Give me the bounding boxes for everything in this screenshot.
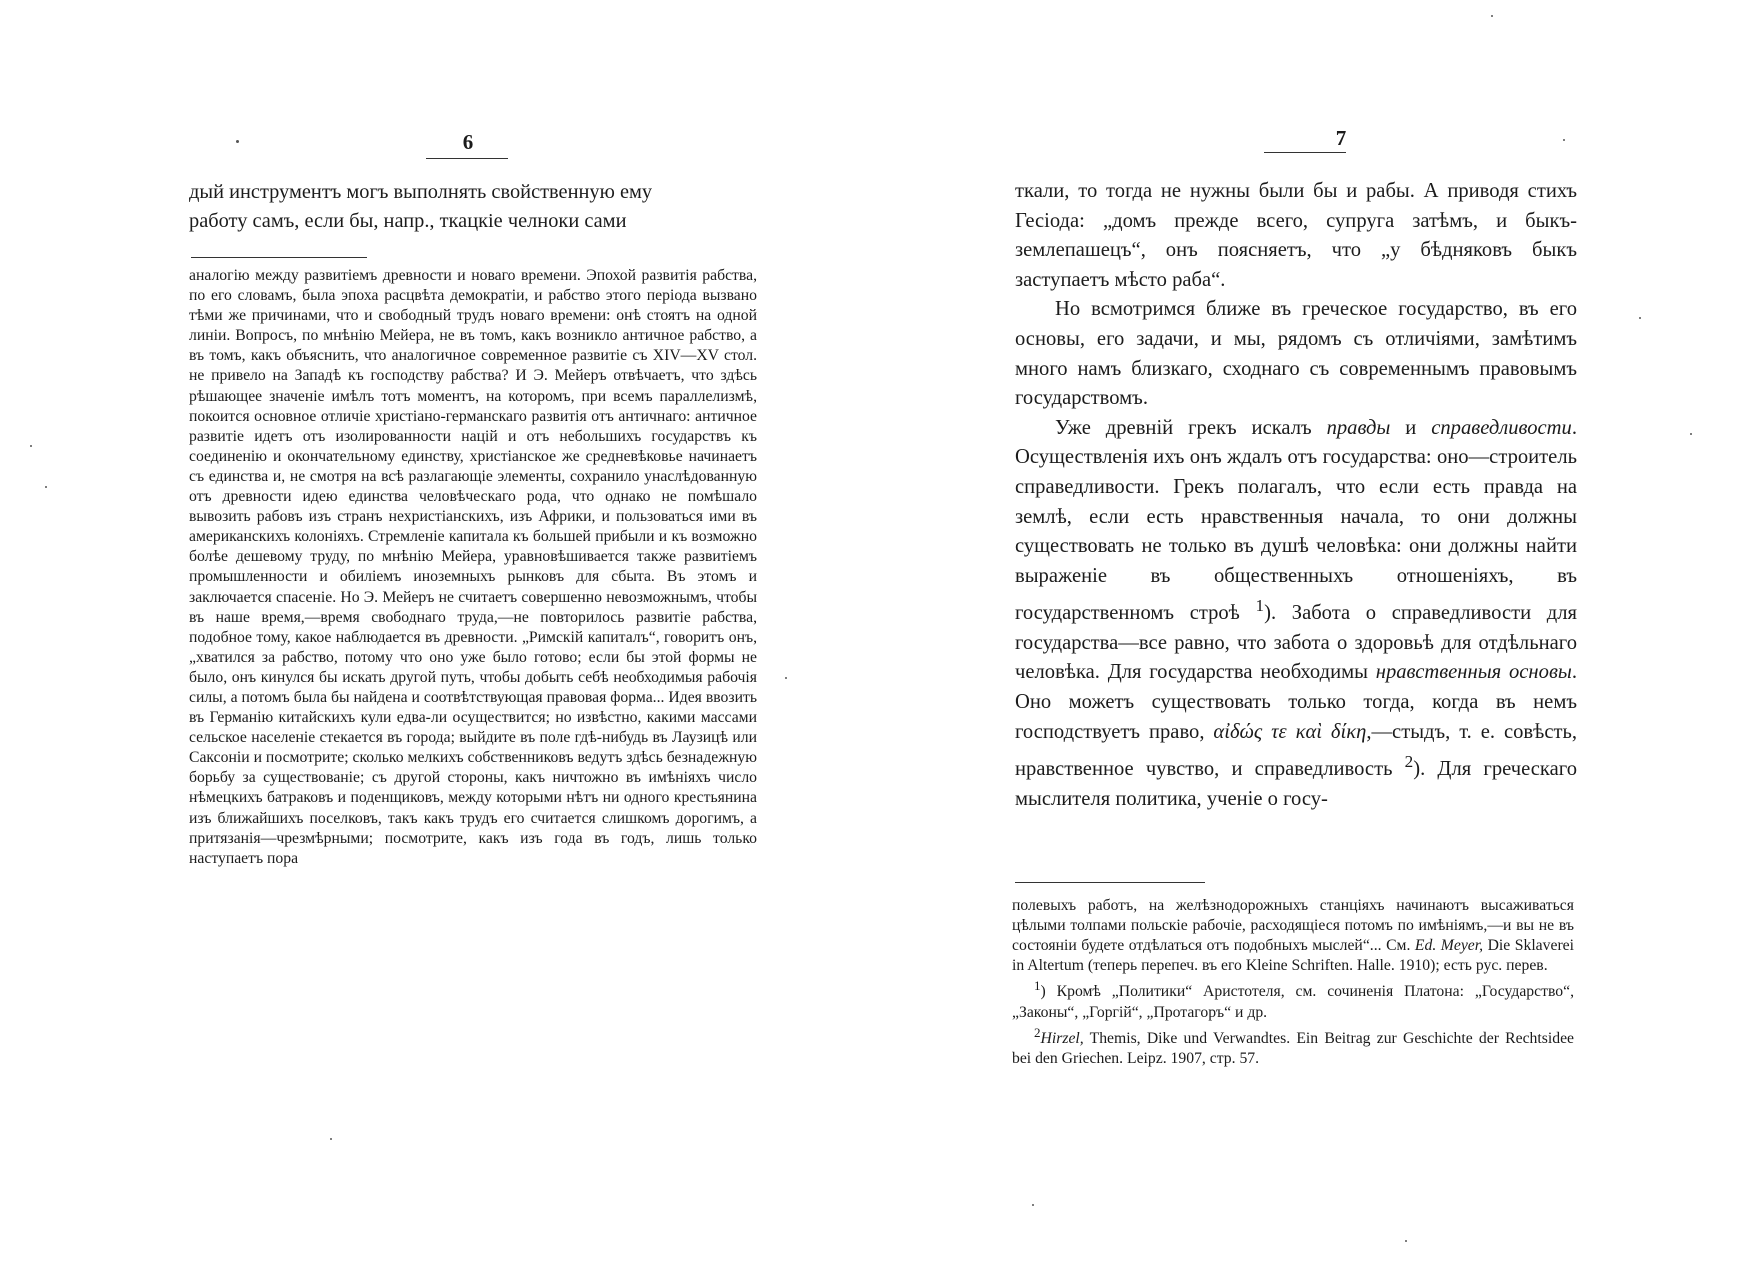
paragraph: ткали, то тогда не нужны были бы и рабы. А приводя стихъ Гесіода: „домъ прежде всего, супруга затѣмъ, и быкъ-землепашецъ“, онъ поясняетъ, что „у бѣдняковъ быкъ заступаетъ мѣсто раба“. bbox=[1015, 180, 1577, 291]
author-name: Ed. Meyer, bbox=[1414, 937, 1484, 955]
text-run: ). Забота о справедливости для государства—все равно, что забота о здоровьѣ для отдѣльнаго человѣка. Для государства необходимы bbox=[1015, 602, 1577, 684]
footnote-ref: 1 bbox=[1255, 596, 1265, 616]
text-run: Уже древній грекъ искалъ bbox=[1055, 416, 1327, 439]
footnote-marker: 1 bbox=[1034, 978, 1041, 994]
text-run: полевыхъ работъ, на желѣзнодорожныхъ станціяхъ начинаютъ высаживаться цѣлыми толпами польскіе рабочіе, расходящіеся потомъ по имѣніямъ,—и вы не въ состояніи будете отдѣлаться отъ подобныхъ мыслей“... См. bbox=[1012, 897, 1574, 955]
scan-speck bbox=[1032, 1204, 1034, 1206]
greek-phrase: αἰδώς τε καὶ δίκη bbox=[1213, 720, 1367, 743]
text-line: работу самъ, если бы, напр., ткацкіе челноки сами bbox=[189, 210, 627, 233]
footnote-ref: 2 bbox=[1404, 752, 1414, 772]
paragraph bbox=[1015, 414, 1577, 814]
text-run: . Осуществленія ихъ онъ ждалъ отъ государства: оно—строитель справедливости. Грекъ полагалъ, что если есть правда на землѣ, если есть нравственныя начала, то они должны существовать не только въ душѣ человѣка: они должны найти выраженіе въ общественныхъ отношеніяхъ, въ государственномъ строѣ bbox=[1015, 416, 1577, 625]
footnote bbox=[189, 266, 757, 869]
main-text bbox=[1015, 177, 1577, 814]
text-run: ). Для греческаго мыслителя политика, ученіе о госу- bbox=[1015, 758, 1577, 810]
footnotes bbox=[1012, 896, 1574, 1069]
page-number-underline bbox=[426, 158, 508, 159]
text-run: и bbox=[1390, 416, 1432, 439]
scan-speck bbox=[330, 1138, 332, 1140]
page-number: 6 bbox=[462, 130, 474, 154]
footnote-rule bbox=[1015, 882, 1205, 883]
footnote-rule bbox=[191, 257, 367, 258]
italic-term: нравственныя основы bbox=[1375, 661, 1572, 684]
page-number: 7 bbox=[1335, 126, 1347, 150]
scan-speck bbox=[45, 486, 47, 488]
footnote-continuation bbox=[1012, 896, 1574, 976]
scan-speck bbox=[1639, 317, 1641, 319]
text-run: . Оно можетъ существовать только тогда, когда въ немъ господствуетъ право, bbox=[1015, 661, 1577, 743]
scan-speck bbox=[1690, 433, 1692, 435]
scan-speck bbox=[236, 140, 239, 143]
scan-speck bbox=[1491, 15, 1493, 17]
text-line: дый инструментъ могъ выполнять свойственную ему bbox=[189, 181, 653, 203]
footnote-text: аналогію между развитіемъ древности и новаго времени. Эпохой развитія рабства, по его словамъ, была эпоха расцвѣта демократіи, и рабство этого періода вызвано тѣми же причинами, что и свободный трудъ новаго времени: онѣ стоятъ на одной линіи. Вопросъ, по мнѣнію Мейера, не въ томъ, какъ возникло античное рабство, а въ томъ, какъ объяснить, что аналогичное современное развитіе съ XIV—XV стол. не привело на Западѣ къ господству рабства? И Э. Мейеръ отвѣчаетъ, что здѣсь рѣшающее значеніе имѣлъ тотъ моментъ, на которомъ, при всемъ параллелизмѣ, покоится основное отличіе христіано-германскаго развитія отъ античнаго: античное развитіе идетъ отъ изолированности націй и отъ небольшихъ государствъ къ соединенію и окончательному единству, христіанское же средневѣковье начинаетъ съ единства и, не смотря на всѣ разлагающіе элементы, сохранило унаслѣдованную отъ древности идею единства человѣческаго рода, что однако не помѣшало вывозить рабовъ изъ странъ нехристіанскихъ, изъ Африки, и пользоваться ими въ американскихъ колоніяхъ. Стремленіе капитала къ большей прибыли и къ возможно болѣе дешевому труду, по мнѣнію Мейера, уравновѣшивается также развитіемъ промышленности и обиліемъ иноземныхъ рынковъ для сбыта. Въ этомъ и заключается спасеніе. Но Э. Мейеръ не считаетъ совершенно невозможнымъ, чтобы въ наше время,—время свободнаго труда,—не повторилось развитіе рабства, подобное тому, какое наблюдается въ древности. „Римскій капиталъ“, говоритъ онъ, „хватился за рабство, потому что оно уже было готово; если бы этой формы не было, онъ кинулся бы искать другой путь, чтобы добыть себѣ необходимыя рабочія силы, а потомъ была бы найдена и соотвѣтствующая правовая форма... Идея ввозить въ Германію китайскихъ кули едва-ли осуществится; но извѣстно, какими массами сельское населеніе стекается въ города; выйдите въ поле гдѣ-нибудь въ Лаузицѣ или Саксоніи и посмотрите; сколько мелкихъ собственниковъ ведутъ здѣсь безнадежную борьбу за существованіе; съ другой стороны, какъ ничтожно въ имѣніяхъ число нѣмецкихъ батраковъ и поденщиковъ, между которыми нѣтъ ни одного крестьянина изъ ближайшихъ поселковъ, такъ какъ трудъ его считается слишкомъ дорогимъ, а притязанія—чрезмѣрными; посмотрите, какъ изъ года въ годъ, лишь только наступаетъ пора bbox=[189, 267, 757, 867]
footnote-1 bbox=[1012, 976, 1574, 1022]
text-run: ) Кромѣ „Политики“ Аристотеля, см. сочиненія Платона: „Государство“, „Законы“, „Горгій“, „Протагоръ“ и др. bbox=[1012, 983, 1574, 1021]
page-number-underline bbox=[1264, 152, 1346, 153]
italic-term: правды bbox=[1326, 416, 1391, 439]
scan-speck bbox=[1563, 139, 1565, 141]
scan-speck bbox=[30, 445, 32, 447]
footnote-marker: 2 bbox=[1034, 1024, 1041, 1040]
footnote-2 bbox=[1012, 1023, 1574, 1069]
text-run: Themis, Dike und Verwandtes. Ein Beitrag zur Geschichte der Rechtsidee bei den Griechen. Leipz. 1907, стр. 57. bbox=[1012, 1030, 1574, 1068]
italic-term: справедливости bbox=[1431, 416, 1572, 439]
main-text bbox=[189, 178, 747, 237]
scan-speck bbox=[785, 677, 787, 679]
right-page bbox=[879, 0, 1758, 1280]
text-run: Die Sklaverei in Altertum (теперь перепеч. въ его Kleine Schriften. Halle. 1910); есть рус. перев. bbox=[1012, 937, 1574, 975]
author-name: Hirzel, bbox=[1040, 1030, 1084, 1048]
paragraph: Но всмотримся ближе въ греческое государство, въ его основы, его задачи, и мы, рядомъ съ отличіями, замѣтимъ много намъ близкаго, сходнаго съ современнымъ правовымъ государствомъ. bbox=[1015, 298, 1577, 410]
text-run: ,—стыдъ, т. е. совѣсть, нравственное чувство, и справедливость bbox=[1015, 720, 1577, 780]
scan-speck bbox=[1405, 1240, 1407, 1242]
